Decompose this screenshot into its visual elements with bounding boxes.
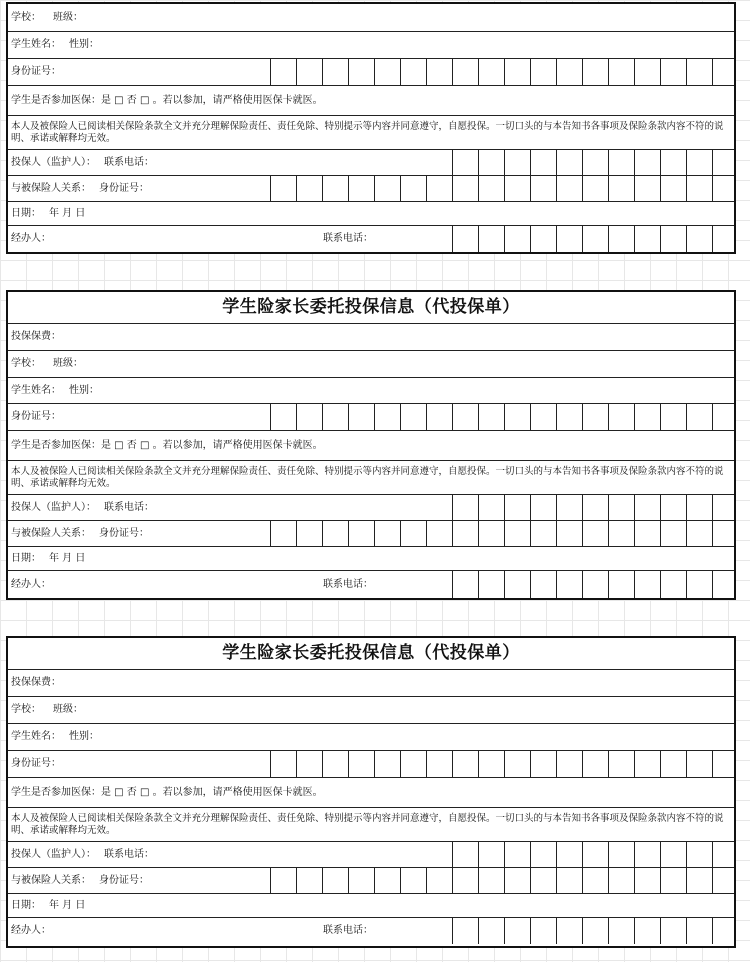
row-id-number (8, 58, 734, 85)
phone-label: 联系电话： (104, 156, 154, 168)
policyholder-label: 投保人（监护人）： (11, 501, 96, 513)
row-relation (8, 867, 734, 893)
agent-label: 经办人： (11, 925, 51, 936)
row-agent (8, 225, 734, 252)
gender-label: 性别： (69, 384, 99, 396)
row-medical-insurance (8, 430, 734, 460)
row-date (8, 201, 734, 225)
form-title: 学生险家长委托投保信息（代投保单） (222, 297, 520, 318)
id-boxes[interactable] (270, 59, 738, 85)
agent-phone-label: 联系电话： (323, 925, 373, 936)
row-date (8, 546, 734, 570)
relation-label: 与被保险人关系： (11, 182, 91, 194)
id-label-2: 身份证号： (99, 527, 149, 539)
insurance-question: 学生是否参加医保：是 □ 否 □ 。若以参加，请严格使用医保卡就医。 (11, 439, 323, 451)
class-label: 班级： (53, 358, 83, 369)
student-name-label: 学生姓名： (11, 384, 61, 396)
agent-phone-boxes[interactable] (452, 571, 738, 598)
form-3 (6, 636, 736, 948)
form-title-row (8, 292, 734, 323)
student-name-label: 学生姓名： (11, 39, 61, 50)
date-label: 日期： (11, 552, 41, 564)
row-policyholder (8, 841, 734, 867)
gender-label: 性别： (69, 731, 99, 742)
policyholder-label: 投保人（监护人）： (11, 156, 96, 168)
date-units: 年 月 日 (49, 552, 86, 564)
id-label: 身份证号： (11, 758, 61, 769)
row-agent (8, 917, 734, 944)
student-name-label: 学生姓名： (11, 731, 61, 742)
row-school-class (8, 4, 734, 31)
row-premium (8, 323, 734, 350)
row-id-number (8, 750, 734, 777)
id-boxes[interactable] (270, 751, 738, 777)
row-declaration (8, 807, 734, 841)
row-student-name (8, 31, 734, 58)
row-relation (8, 520, 734, 546)
row-policyholder (8, 149, 734, 175)
row-medical-insurance (8, 85, 734, 115)
row-medical-insurance (8, 777, 734, 807)
gender-label: 性别： (69, 39, 99, 50)
relation-label: 与被保险人关系： (11, 874, 91, 886)
row-declaration (8, 460, 734, 494)
row-id-number (8, 403, 734, 430)
id-boxes[interactable] (270, 404, 738, 430)
row-relation (8, 175, 734, 201)
phone-label: 联系电话： (104, 501, 154, 513)
id-label: 身份证号： (11, 411, 61, 422)
policyholder-id-boxes[interactable] (270, 868, 738, 893)
policyholder-label: 投保人（监护人）： (11, 848, 96, 860)
agent-phone-boxes[interactable] (452, 918, 738, 944)
row-student-name (8, 377, 734, 403)
row-agent (8, 570, 734, 598)
form-title: 学生险家长委托投保信息（代投保单） (222, 643, 520, 664)
row-student-name (8, 723, 734, 750)
form-1 (6, 2, 736, 254)
class-label: 班级： (53, 11, 83, 23)
date-units: 年 月 日 (49, 899, 86, 911)
declaration-text: 本人及被保险人已阅读相关保险条款全文并充分理解保险责任、责任免除、特别提示等内容并同意遵守，自愿投保。一切口头的与本告知书各事项及保险条款内容不符的说明、承诺或解释均无效。 (11, 121, 724, 144)
premium-label: 投保保费： (11, 331, 61, 342)
phone-boxes[interactable] (452, 495, 738, 520)
form-2 (6, 290, 736, 600)
date-label: 日期： (11, 207, 41, 219)
insurance-question: 学生是否参加医保：是 □ 否 □ 。若以参加，请严格使用医保卡就医。 (11, 786, 323, 798)
class-label: 班级： (53, 704, 83, 715)
agent-label: 经办人： (11, 233, 51, 244)
phone-boxes[interactable] (452, 150, 738, 175)
agent-phone-label: 联系电话： (323, 578, 373, 590)
row-policyholder (8, 494, 734, 520)
phone-boxes[interactable] (452, 842, 738, 867)
relation-label: 与被保险人关系： (11, 527, 91, 539)
policyholder-id-boxes[interactable] (270, 521, 738, 546)
agent-phone-label: 联系电话： (323, 233, 373, 244)
id-label-2: 身份证号： (99, 874, 149, 886)
agent-label: 经办人： (11, 578, 51, 590)
agent-phone-boxes[interactable] (452, 226, 738, 252)
date-label: 日期： (11, 899, 41, 911)
school-label: 学校： (11, 358, 41, 369)
row-date (8, 893, 734, 917)
row-premium (8, 669, 734, 696)
form-title-row (8, 638, 734, 669)
premium-label: 投保保费： (11, 677, 61, 688)
row-school-class (8, 350, 734, 377)
phone-label: 联系电话： (104, 848, 154, 860)
school-label: 学校： (11, 11, 41, 23)
school-label: 学校： (11, 704, 41, 715)
row-declaration (8, 115, 734, 149)
insurance-question: 学生是否参加医保：是 □ 否 □ 。若以参加，请严格使用医保卡就医。 (11, 94, 323, 106)
date-units: 年 月 日 (49, 207, 86, 219)
id-label-2: 身份证号： (99, 182, 149, 194)
policyholder-id-boxes[interactable] (270, 176, 738, 201)
declaration-text: 本人及被保险人已阅读相关保险条款全文并充分理解保险责任、责任免除、特别提示等内容并同意遵守，自愿投保。一切口头的与本告知书各事项及保险条款内容不符的说明、承诺或解释均无效。 (11, 466, 724, 489)
declaration-text: 本人及被保险人已阅读相关保险条款全文并充分理解保险责任、责任免除、特别提示等内容并同意遵守，自愿投保。一切口头的与本告知书各事项及保险条款内容不符的说明、承诺或解释均无效。 (11, 813, 724, 836)
row-school-class (8, 696, 734, 723)
id-label: 身份证号： (11, 66, 61, 77)
